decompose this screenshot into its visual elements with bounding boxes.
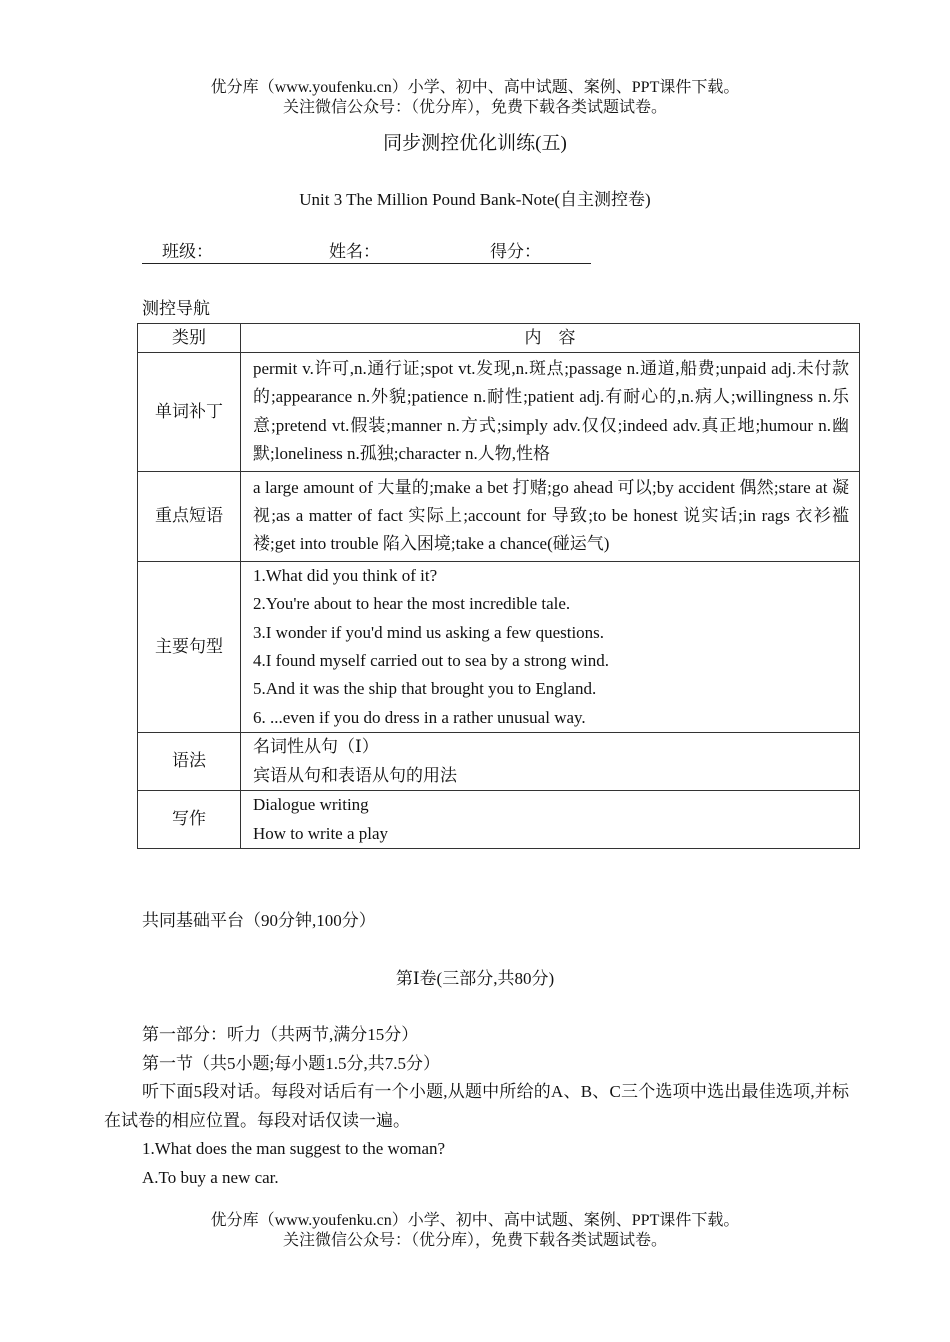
row-content xyxy=(241,561,860,732)
listening-instruction: 听下面5段对话。每段对话后有一个小题,从题中所给的A、B、C三个选项中选出最佳选项,并标在试卷的相应位置。每段对话仅读一遍。 xyxy=(104,1082,849,1130)
page-subtitle: Unit 3 The Million Pound Bank-Note(自主测控卷) xyxy=(299,190,651,209)
class-label: 班级： xyxy=(162,242,213,261)
row-line: permit v.许可,n.通行证;spot vt.发现,n.斑点;passage n.通道,船费;unpaid adj.未付款的;appearance n.外貌;patience n.耐性;patient adj.有耐心的,n.病人;willingness n.乐意;pretend vt.假装;manner n.方式;simply adv.仅仅;indeed adv.真正地;humour n.幽默;loneliness n.孤独;character n.人物,性格 xyxy=(253,359,849,464)
row-line: 6. ...even if you do dress in a rather unusual way. xyxy=(253,707,586,727)
nav-title: 测控导航 xyxy=(142,299,210,318)
table-header-row xyxy=(138,324,860,353)
table-row xyxy=(138,791,860,849)
footer-line-1: 优分库（www.youfenku.cn）小学、初中、高中试题、案例、PPT课件下载。 xyxy=(210,1212,740,1229)
page-title: 同步测控优化训练(五) xyxy=(383,133,567,154)
row-category: 语法 xyxy=(138,733,241,791)
table-row xyxy=(138,471,860,561)
table-row xyxy=(138,733,860,791)
score-label: 得分： xyxy=(490,242,541,261)
row-category: 单词补丁 xyxy=(138,353,241,472)
section1-heading: 第一节（共5小题;每小题1.5分,共7.5分） xyxy=(142,1054,440,1073)
volume-heading: 第Ⅰ卷(三部分,共80分) xyxy=(395,969,555,988)
row-category: 重点短语 xyxy=(138,471,241,561)
row-line: 3.I wonder if you'd mind us asking a few questions. xyxy=(253,622,605,642)
platform-heading: 共同基础平台（90分钟,100分） xyxy=(142,911,376,930)
question-1: 1.What does the man suggest to the woman? xyxy=(142,1139,446,1158)
row-line: 4.I found myself carried out to sea by a strong wind. xyxy=(253,651,609,671)
row-line: 1.What did you think of it? xyxy=(253,565,438,585)
row-content xyxy=(241,733,860,791)
header-line-2: 关注微信公众号：（优分库），免费下载各类试题试卷。 xyxy=(282,99,667,116)
question-1-option-a: A.To buy a new car. xyxy=(142,1168,279,1187)
table-header-category: 类别 xyxy=(138,324,241,353)
footer-line-2: 关注微信公众号：（优分库），免费下载各类试题试卷。 xyxy=(282,1232,667,1249)
row-line: 2.You're about to hear the most incredible tale. xyxy=(253,594,571,614)
row-category: 写作 xyxy=(138,791,241,849)
row-content xyxy=(241,471,860,561)
row-line: 5.And it was the ship that brought you to England. xyxy=(253,679,597,699)
table-row xyxy=(138,561,860,732)
row-category: 主要句型 xyxy=(138,561,241,732)
row-line: a large amount of 大量的;make a bet 打赌;go ahead 可以;by accident 偶然;stare at 凝视;as a matter of fact 实际上;account for 导致;to be honest 说实话;in rags 衣衫褴褛;get into trouble 陷入困境;take a chance(碰运气) xyxy=(253,477,849,554)
row-content xyxy=(241,791,860,849)
row-line: How to write a play xyxy=(253,823,389,843)
header-line-1: 优分库（www.youfenku.cn）小学、初中、高中试题、案例、PPT课件下载。 xyxy=(210,79,740,96)
student-info-line xyxy=(142,241,591,264)
part1-heading: 第一部分：听力（共两节,满分15分） xyxy=(142,1025,419,1044)
table-header-content: 内 容 xyxy=(241,324,860,353)
table-row xyxy=(138,353,860,472)
navigation-table xyxy=(137,323,860,849)
row-content xyxy=(241,353,860,472)
row-line: Dialogue writing xyxy=(253,795,369,815)
name-label: 姓名： xyxy=(329,242,380,261)
row-line: 名词性从句（Ⅰ） xyxy=(253,737,379,757)
row-line: 宾语从句和表语从句的用法 xyxy=(253,765,457,785)
